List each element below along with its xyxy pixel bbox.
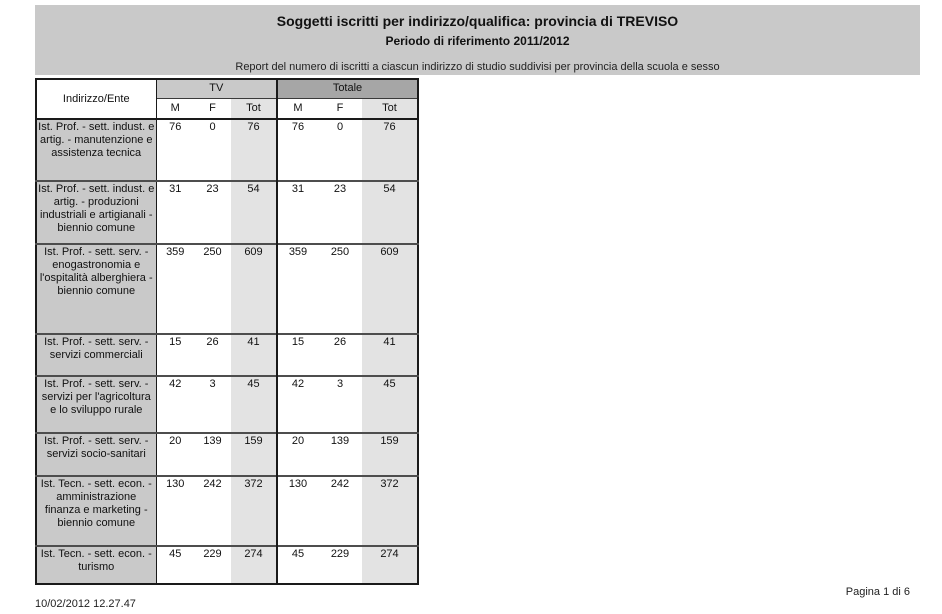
count-cell: 31 — [277, 181, 318, 244]
count-cell: 0 — [318, 119, 362, 181]
row-label: Ist. Prof. - sett. serv. - servizi per l'agricoltura e lo sviluppo rurale — [36, 376, 156, 433]
count-cell: 76 — [277, 119, 318, 181]
count-cell: 242 — [194, 476, 231, 546]
row-label: Ist. Prof. - sett. indust. e artig. - produzioni industriali e artigianali - biennio comune — [36, 181, 156, 244]
count-cell: 26 — [194, 334, 231, 376]
column-header-m: M — [156, 98, 194, 119]
table-row — [36, 433, 418, 476]
total-cell: 159 — [362, 433, 418, 476]
table-header — [36, 79, 418, 119]
table-row — [36, 181, 418, 244]
table-row — [36, 244, 418, 334]
count-cell: 3 — [194, 376, 231, 433]
column-header-f: F — [318, 98, 362, 119]
count-cell: 359 — [156, 244, 194, 334]
total-cell: 159 — [231, 433, 277, 476]
count-cell: 359 — [277, 244, 318, 334]
count-cell: 15 — [277, 334, 318, 376]
table-row — [36, 119, 418, 181]
total-cell: 54 — [362, 181, 418, 244]
count-cell: 229 — [318, 546, 362, 584]
total-cell: 54 — [231, 181, 277, 244]
count-cell: 250 — [194, 244, 231, 334]
total-cell: 372 — [231, 476, 277, 546]
total-cell: 76 — [231, 119, 277, 181]
corner-header-cell: Indirizzo/Ente — [36, 79, 156, 119]
table-body — [36, 119, 418, 584]
total-cell: 274 — [231, 546, 277, 584]
table-row — [36, 476, 418, 546]
row-label: Ist. Tecn. - sett. econ. - amministrazione finanza e marketing - biennio comune — [36, 476, 156, 546]
count-cell: 45 — [156, 546, 194, 584]
report-description: Report del numero di iscritti a ciascun indirizzo di studio suddivisi per provincia della scuola e sesso — [235, 61, 720, 73]
total-cell: 45 — [362, 376, 418, 433]
total-cell: 609 — [231, 244, 277, 334]
total-cell: 45 — [231, 376, 277, 433]
enrollment-table — [35, 78, 419, 585]
count-cell: 31 — [156, 181, 194, 244]
total-cell: 609 — [362, 244, 418, 334]
count-cell: 229 — [194, 546, 231, 584]
count-cell: 42 — [156, 376, 194, 433]
count-cell: 242 — [318, 476, 362, 546]
count-cell: 23 — [194, 181, 231, 244]
count-cell: 76 — [156, 119, 194, 181]
total-cell: 274 — [362, 546, 418, 584]
count-cell: 20 — [277, 433, 318, 476]
table-row — [36, 546, 418, 584]
group-header-tv: TV — [156, 79, 277, 98]
table-row — [36, 376, 418, 433]
footer-timestamp: 10/02/2012 12.27.47 — [35, 598, 136, 610]
count-cell: 139 — [318, 433, 362, 476]
page-indicator: Pagina 1 di 6 — [845, 586, 910, 598]
count-cell: 130 — [156, 476, 194, 546]
row-label: Ist. Prof. - sett. serv. - enogastronomia e l'ospitalità alberghiera - biennio comune — [36, 244, 156, 334]
row-label: Ist. Prof. - sett. serv. - servizi commerciali — [36, 334, 156, 376]
count-cell: 139 — [194, 433, 231, 476]
report-title: Soggetti iscritti per indirizzo/qualifica: provincia di TREVISO — [276, 13, 679, 29]
table-row — [36, 334, 418, 376]
row-label: Ist. Prof. - sett. serv. - servizi socio-sanitari — [36, 433, 156, 476]
count-cell: 15 — [156, 334, 194, 376]
count-cell: 45 — [277, 546, 318, 584]
report-subtitle: Periodo di riferimento 2011/2012 — [385, 34, 570, 48]
column-header-tot: Tot — [231, 98, 277, 119]
report-header-band — [35, 5, 920, 75]
count-cell: 0 — [194, 119, 231, 181]
row-label: Ist. Prof. - sett. indust. e artig. - manutenzione e assistenza tecnica — [36, 119, 156, 181]
group-header-totale: Totale — [277, 79, 418, 98]
total-cell: 41 — [362, 334, 418, 376]
total-cell: 372 — [362, 476, 418, 546]
column-header-m: M — [277, 98, 318, 119]
count-cell: 130 — [277, 476, 318, 546]
count-cell: 23 — [318, 181, 362, 244]
count-cell: 3 — [318, 376, 362, 433]
row-label: Ist. Tecn. - sett. econ. - turismo — [36, 546, 156, 584]
column-header-tot: Tot — [362, 98, 418, 119]
total-cell: 76 — [362, 119, 418, 181]
count-cell: 250 — [318, 244, 362, 334]
column-header-f: F — [194, 98, 231, 119]
count-cell: 20 — [156, 433, 194, 476]
count-cell: 26 — [318, 334, 362, 376]
group-header-row — [36, 79, 418, 98]
total-cell: 41 — [231, 334, 277, 376]
count-cell: 42 — [277, 376, 318, 433]
